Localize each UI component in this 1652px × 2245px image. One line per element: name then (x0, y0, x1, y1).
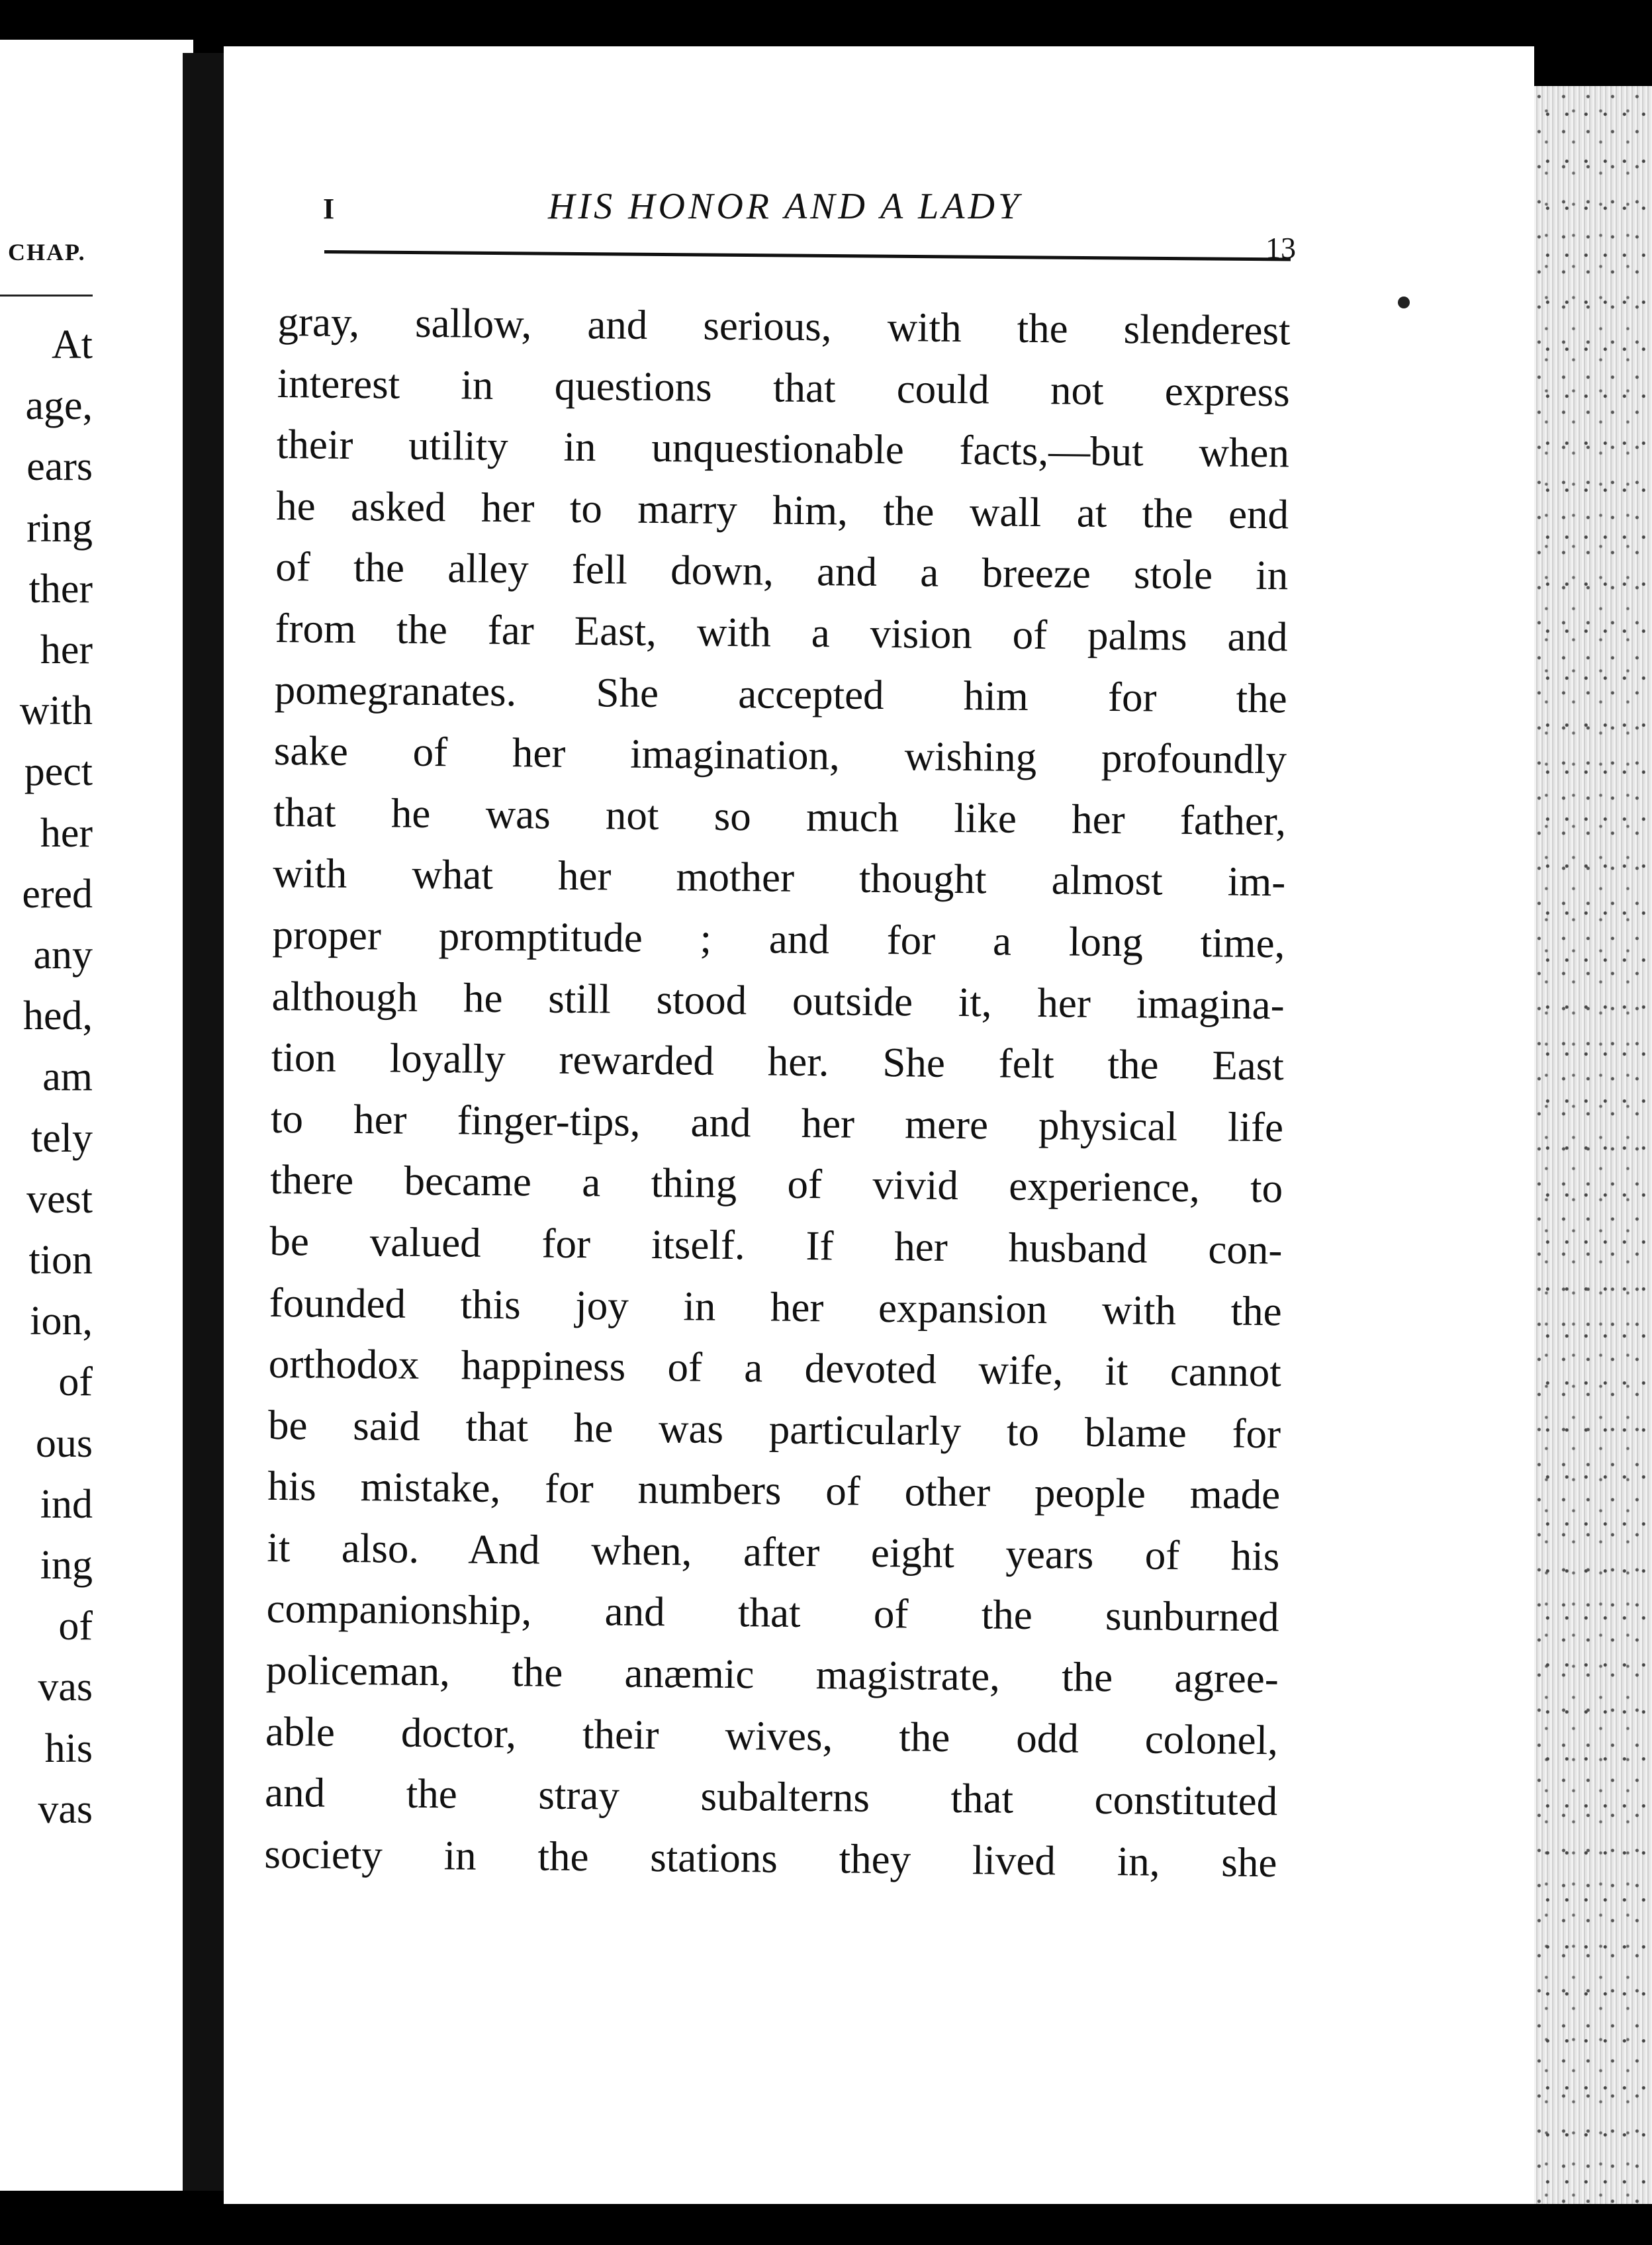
facing-line-fragment: ered (22, 871, 93, 917)
facing-text-fragments (0, 314, 93, 1840)
running-title: HIS HONOR AND A LADY (548, 186, 1023, 227)
facing-line-fragment: ion, (30, 1299, 93, 1344)
text-line: pomegranates. She accepted him for the (274, 666, 1287, 721)
text-line: with what her mother thought almost im- (273, 850, 1286, 905)
page-number: 13 (1265, 231, 1296, 265)
text-line: companionship, and that of the sunburned (266, 1585, 1279, 1641)
ink-speck (1398, 297, 1410, 308)
text-line: proper promptitude ; and for a long time, (272, 911, 1285, 967)
facing-line-fragment: vas (38, 1786, 93, 1832)
facing-line-fragment: his (44, 1725, 93, 1771)
facing-line-fragment: age, (25, 383, 93, 429)
facing-page (0, 40, 193, 2191)
body-text (264, 291, 1291, 1894)
facing-line-fragment: ring (26, 505, 93, 551)
text-line: to her finger-tips, and her mere physical life (270, 1095, 1284, 1151)
facing-line-fragment: vas (38, 1665, 93, 1710)
text-line: interest in questions that could not express (277, 359, 1291, 415)
facing-line-fragment: her (40, 810, 93, 856)
text-line: society in the stations they lived in, she (264, 1830, 1277, 1886)
running-head (323, 179, 1296, 265)
facing-line-fragment: her (40, 627, 93, 673)
text-line: it also. And when, after eight years of his (267, 1524, 1280, 1580)
page-edges (1534, 86, 1652, 2204)
facing-line-fragment: with (19, 688, 93, 734)
text-line: tion loyally rewarded her. She felt the East (271, 1034, 1285, 1089)
text-line: although he still stood outside it, her imagina- (271, 972, 1285, 1028)
facing-header-rule (0, 295, 93, 297)
text-line: of the alley fell down, and a breeze stole in (275, 543, 1289, 599)
facing-line-fragment: hed, (23, 993, 93, 1039)
facing-line-fragment: tely (31, 1115, 93, 1161)
text-line: there became a thing of vivid experience, to (269, 1156, 1283, 1212)
text-line: orthodox happiness of a devoted wife, it cannot (268, 1340, 1282, 1396)
text-line: able doctor, their wives, the odd colonel, (265, 1708, 1279, 1763)
text-line: founded this joy in her expansion with the (269, 1279, 1282, 1334)
text-line: be valued for itself. If her husband con- (269, 1217, 1283, 1273)
facing-line-fragment: pect (24, 749, 93, 795)
facing-line-fragment: vest (26, 1176, 93, 1222)
text-line: sake of her imagination, wishing profoundly (273, 727, 1287, 783)
text-line: policeman, the anæmic magistrate, the agree- (265, 1646, 1279, 1702)
facing-line-fragment: ind (40, 1481, 93, 1527)
text-line: from the far East, with a vision of palms and (275, 604, 1288, 661)
facing-line-fragment: At (52, 322, 93, 367)
text-line: their utility in unquestionable facts,—but when (276, 421, 1290, 477)
facing-line-fragment: any (33, 933, 93, 978)
text-line: he asked her to marry him, the wall at the end (275, 482, 1289, 538)
facing-line-fragment: of (58, 1359, 93, 1405)
facing-line-fragment: ous (35, 1420, 93, 1466)
facing-line-fragment: ears (26, 444, 93, 490)
facing-line-fragment: tion (28, 1238, 93, 1283)
facing-line-fragment: ing (40, 1543, 93, 1588)
text-line: be said that he was particularly to blame for (267, 1401, 1281, 1457)
text-line: his mistake, for numbers of other people made (267, 1463, 1281, 1518)
text-line: and the stray subalterns that constituted (264, 1769, 1278, 1825)
text-line: that he was not so much like her father, (273, 788, 1287, 845)
facing-line-fragment: am (42, 1054, 93, 1100)
facing-chap-label: CHAP. (8, 239, 86, 265)
facing-line-fragment: of (58, 1604, 93, 1649)
chapter-number: I (323, 193, 335, 225)
text-line: gray, sallow, and serious, with the slenderest (277, 298, 1291, 354)
facing-line-fragment: ther (28, 566, 93, 612)
